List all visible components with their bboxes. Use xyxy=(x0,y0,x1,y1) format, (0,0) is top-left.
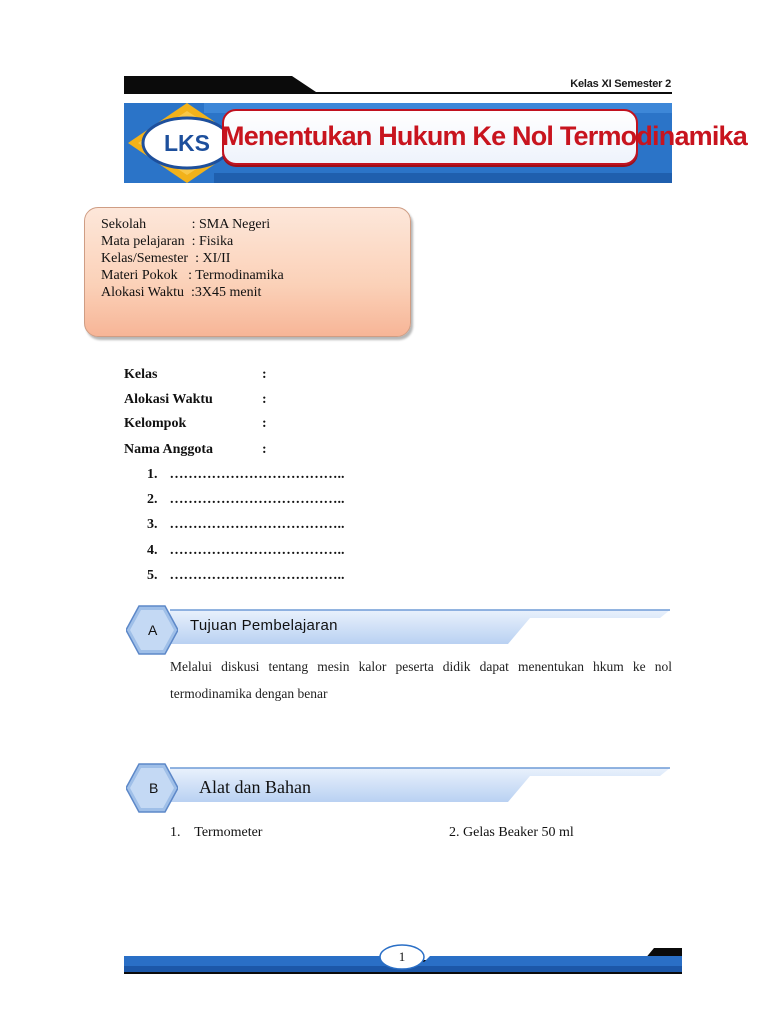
field-label-anggota: Nama Anggota xyxy=(124,442,214,457)
lks-logo-text: LKS xyxy=(164,130,210,156)
field-colon: : xyxy=(262,442,267,457)
field-colon: : xyxy=(262,392,267,407)
course-label: Kelas XI Semester 2 xyxy=(570,78,671,90)
member-item: 2. ……………………………….. xyxy=(147,492,345,507)
member-item: 4. ……………………………….. xyxy=(147,543,345,558)
section-b-letter: B xyxy=(149,780,159,796)
field-label-kelompok: Kelompok xyxy=(124,416,187,431)
info-line-school: Sekolah : SMA Negeri xyxy=(101,217,271,232)
page-title: Menentukan Hukum Ke Nol Termodinamika xyxy=(222,121,747,151)
section-a-text: Melalui diskusi tentang mesin kalor peserta didik dapat menentukan hkum ke nol termodinamika dengan benar xyxy=(170,659,672,701)
equipment-item-2: 2. Gelas Beaker 50 ml xyxy=(449,825,574,840)
member-item: 1. ……………………………….. xyxy=(147,467,345,482)
info-line-class: Kelas/Semester : XI/II xyxy=(101,251,231,266)
member-item: 5. ……………………………….. xyxy=(147,568,345,583)
info-line-time: Alokasi Waktu :3X45 menit xyxy=(101,285,262,300)
member-item: 3. ……………………………….. xyxy=(147,517,345,532)
field-colon: : xyxy=(262,416,267,431)
section-a-title: Tujuan Pembelajaran xyxy=(190,617,338,634)
section-b-title: Alat dan Bahan xyxy=(199,777,311,797)
section-a-letter: A xyxy=(148,622,158,638)
page-number: 1 xyxy=(398,949,406,964)
field-label-alokasi: Alokasi Waktu xyxy=(124,392,213,407)
equipment-item-1: 1. Termometer xyxy=(170,825,263,840)
info-line-subject: Mata pelajaran : Fisika xyxy=(101,234,234,249)
info-line-topic: Materi Pokok : Termodinamika xyxy=(101,268,284,283)
field-label-kelas: Kelas xyxy=(124,367,158,382)
field-colon: : xyxy=(262,367,267,382)
